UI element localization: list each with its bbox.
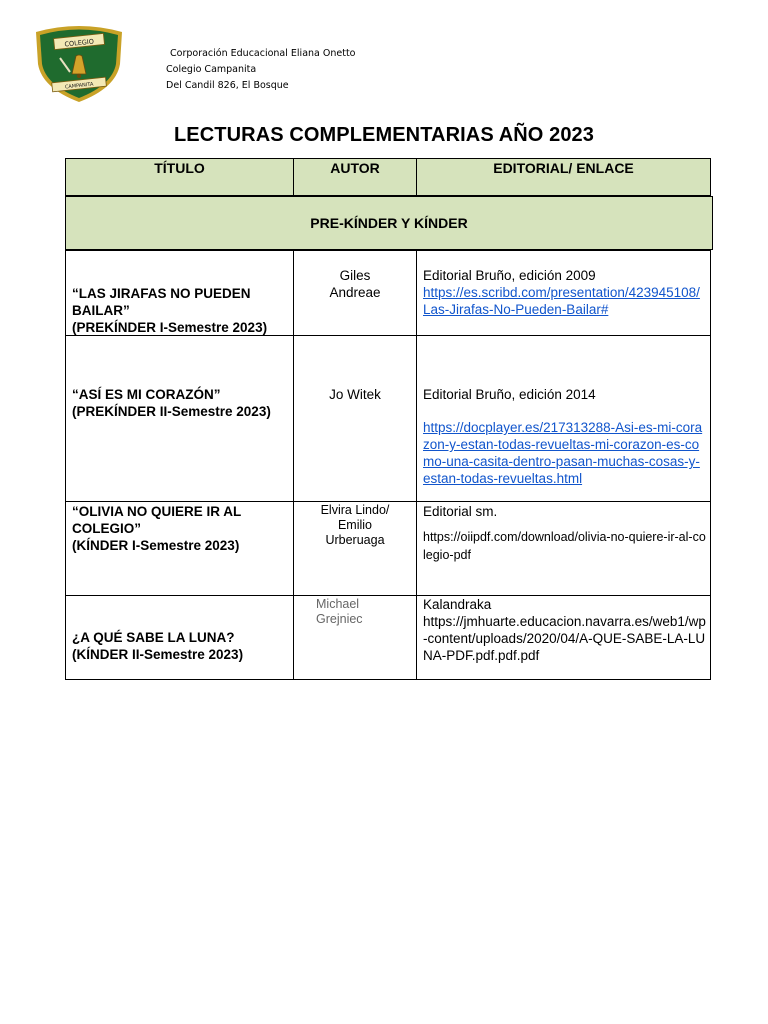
institution-line: Colegio Campanita [166,64,257,75]
table-row-publisher-cell [416,501,711,596]
book-title: ¿A QUÉ SABE LA LUNA? [72,630,235,645]
section-label: PRE-KÍNDER Y KÍNDER [310,215,468,231]
column-header-publisher: EDITORIAL/ ENLACE [416,158,711,196]
table-row-title-cell [65,250,294,336]
book-title: “LAS JIRAFAS NO PUEDEN BAILAR” [72,286,251,318]
table-row-title-cell [65,335,294,502]
book-semester: (PREKÍNDER II-Semestre 2023) [72,404,271,419]
book-publisher: Editorial Bruño, edición 2009 [423,268,596,283]
table-row-publisher-cell [416,335,711,502]
column-header-title: TÍTULO [65,158,294,196]
page-title: LECTURAS COMPLEMENTARIAS AÑO 2023 [173,124,594,146]
table-row-author-cell [293,335,417,502]
logo-text-top: COLEGIO [64,37,95,49]
section-row [65,196,713,250]
book-publisher: Editorial sm. [423,504,498,519]
school-crest-logo [32,22,126,104]
table-row-publisher-cell [416,595,711,680]
book-semester: (KÍNDER I-Semestre 2023) [72,538,240,553]
table-row-author-cell [293,250,417,336]
table-row-title-cell [65,595,294,680]
book-title: “ASÍ ES MI CORAZÓN” [72,387,221,402]
book-link[interactable]: https://oiipdf.com/download/olivia-no-quiere-ir-al-colegio-pdf [423,530,706,562]
book-publisher: Editorial Bruño, edición 2014 [423,387,596,402]
table-row-publisher-cell [416,250,711,336]
book-author: Giles Andreae [329,268,381,300]
logo-text-bottom: CAMPANITA [64,81,94,91]
institution-info [166,46,355,94]
book-title: “OLIVIA NO QUIERE IR AL COLEGIO” [72,504,242,536]
book-publisher: Kalandraka [423,597,492,612]
institution-line: Del Candil 826, El Bosque [166,80,289,91]
book-author: Michael Grejniec [316,597,363,626]
book-link[interactable]: https://es.scribd.com/presentation/423945108/Las-Jirafas-No-Pueden-Bailar# [423,285,700,317]
book-link[interactable]: https://jmhuarte.educacion.navarra.es/web1/wp-content/uploads/2020/04/A-QUE-SABE-LA-LUNA-PDF.pdf.pdf.pdf [423,614,706,663]
table-row-title-cell [65,501,294,596]
book-link[interactable]: https://docplayer.es/217313288-Asi-es-mi-corazon-y-estan-todas-revueltas-mi-corazon-es-como-una-casita-dentro-pasan-muchas-cosas-y-estan-todas-revueltas.html [423,420,703,486]
table-row-author-cell [293,595,417,680]
book-author: Jo Witek [329,387,381,402]
column-header-author: AUTOR [293,158,417,196]
book-semester: (PREKÍNDER I-Semestre 2023) [72,320,268,335]
book-author: Elvira Lindo/ Emilio Urberuaga [320,503,390,547]
table-row-author-cell [293,501,417,596]
book-semester: (KÍNDER II-Semestre 2023) [72,647,244,662]
institution-line: Corporación Educacional Eliana Onetto [170,48,356,59]
